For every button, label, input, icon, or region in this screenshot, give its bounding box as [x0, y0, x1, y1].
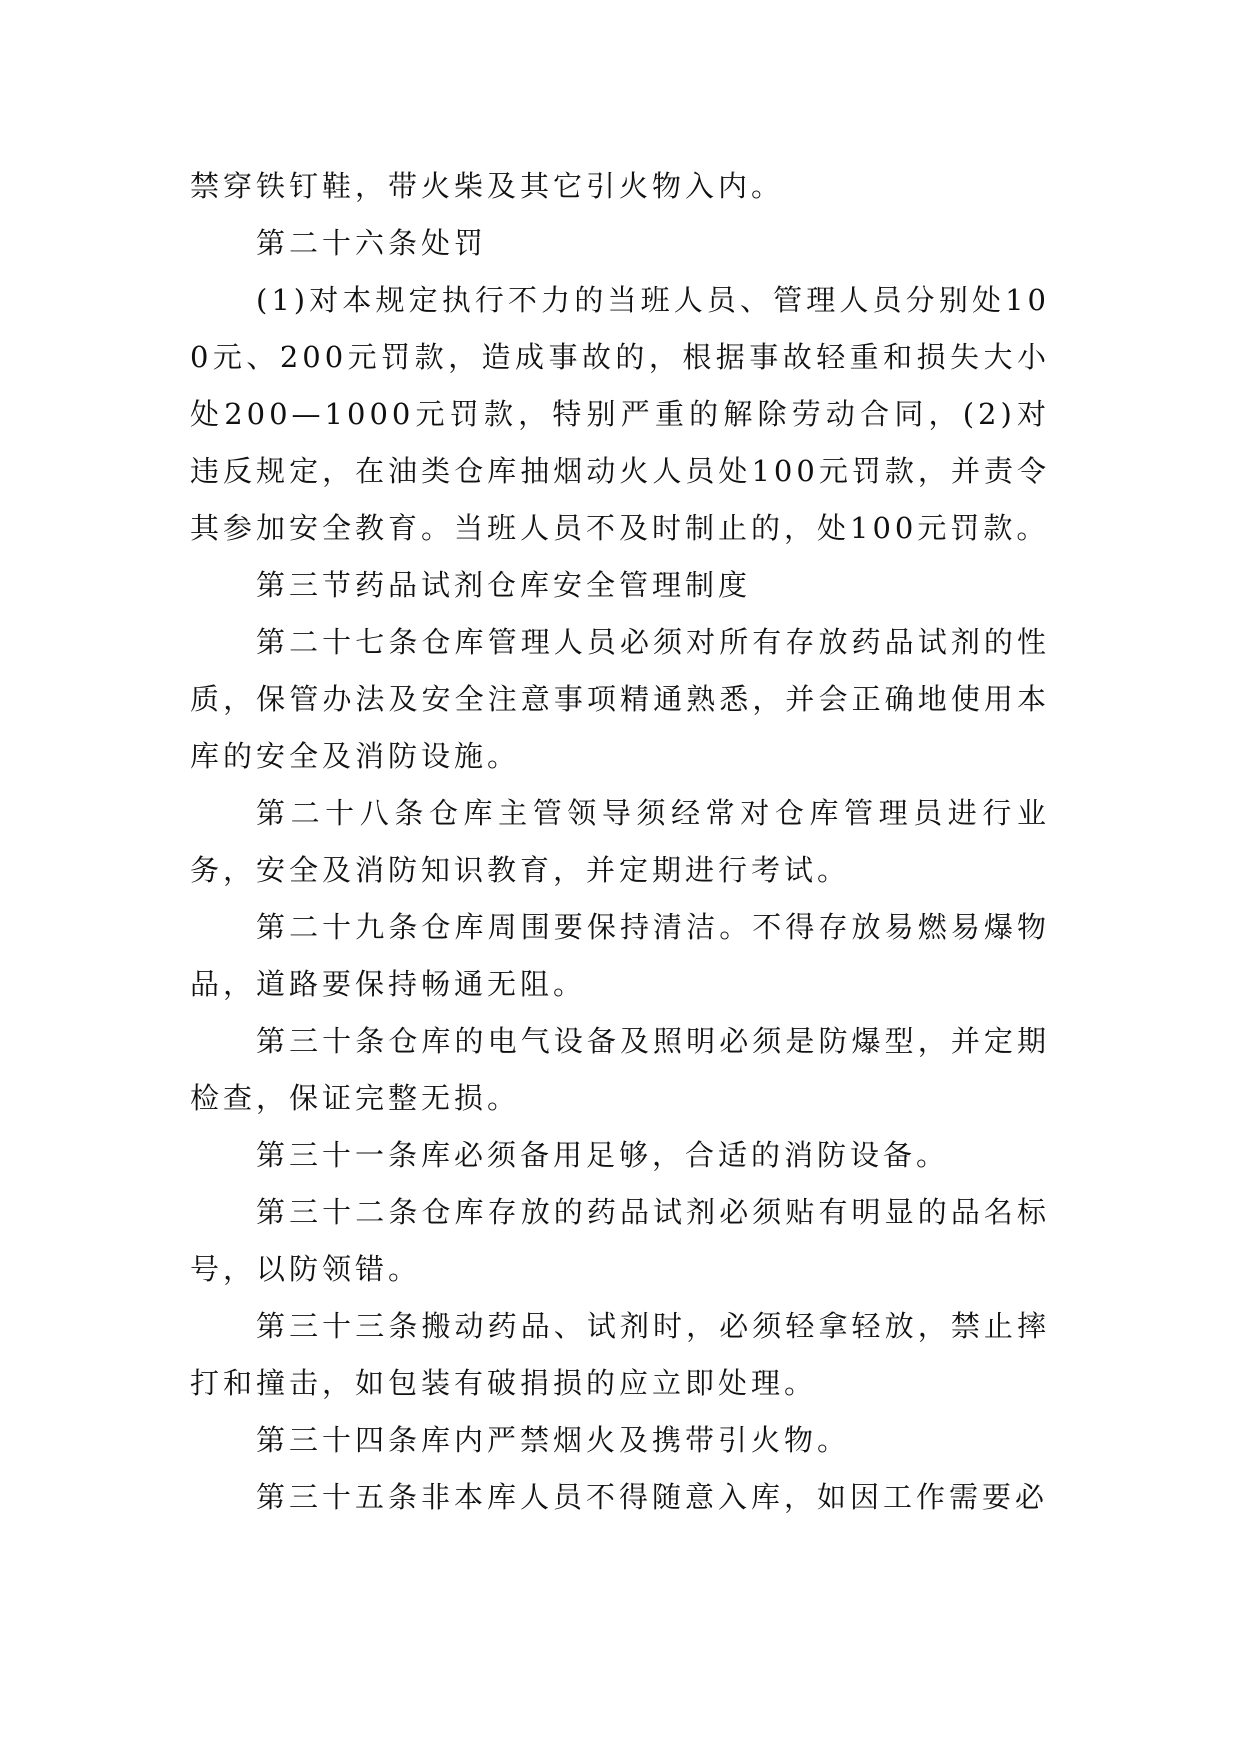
- article-28: 第二十八条仓库主管领导须经常对仓库管理员进行业务，安全及消防知识教育，并定期进行考试。: [190, 796, 1050, 887]
- article-26-heading: 第二十六条处罚: [256, 226, 488, 260]
- article-27: 第二十七条仓库管理人员必须对所有存放药品试剂的性质，保管办法及安全注意事项精通熟悉，并会正确地使用本库的安全及消防设施。: [190, 625, 1050, 773]
- article-26-penalty-text: (1)对本规定执行不力的当班人员、管理人员分别处100元、200元罚款，造成事故的，根据事故轻重和损失大小处200—1000元罚款，特别严重的解除劳动合同，(2)对违反规定，在油类仓库抽烟动火人员处100元罚款，并责令其参加安全教育。当班人员不及时制止的，处100元罚款。: [190, 283, 1050, 545]
- paragraph-1: 禁穿铁钉鞋，带火柴及其它引火物入内。: [190, 169, 785, 203]
- document-body: [190, 158, 1050, 1526]
- article-33: 第三十三条搬动药品、试剂时，必须轻拿轻放，禁止摔打和撞击，如包装有破捐损的应立即处理。: [190, 1309, 1050, 1400]
- article-32: 第三十二条仓库存放的药品试剂必须贴有明显的品名标号，以防领错。: [190, 1195, 1050, 1286]
- article-29: 第二十九条仓库周围要保持清洁。不得存放易燃易爆物品，道路要保持畅通无阻。: [190, 910, 1050, 1001]
- article-30: 第三十条仓库的电气设备及照明必须是防爆型，并定期检查，保证完整无损。: [190, 1024, 1050, 1115]
- article-31: 第三十一条库必须备用足够，合适的消防设备。: [256, 1138, 950, 1172]
- article-35: 第三十五条非本库人员不得随意入库，如因工作需要必: [256, 1480, 1049, 1514]
- article-34: 第三十四条库内严禁烟火及携带引火物。: [256, 1423, 851, 1457]
- section-3-heading: 第三节药品试剂仓库安全管理制度: [256, 568, 752, 602]
